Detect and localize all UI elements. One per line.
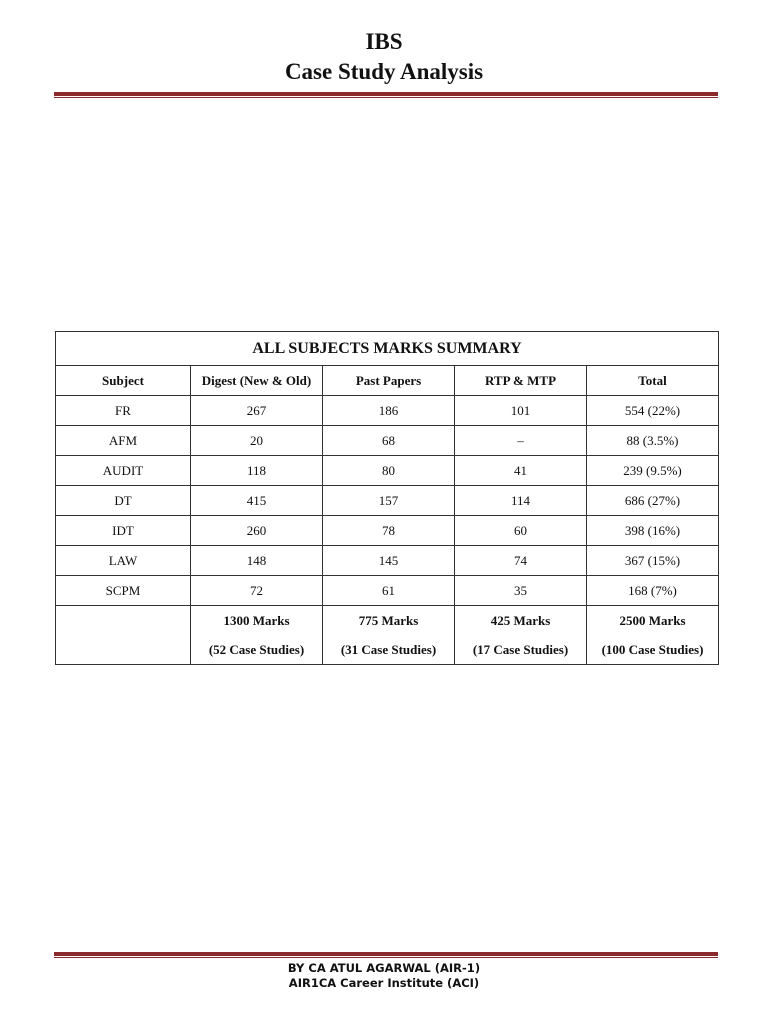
total-case-studies: (100 Case Studies): [601, 642, 704, 657]
table-cell: 20: [191, 426, 323, 456]
total-marks: 1300 Marks: [223, 613, 290, 628]
total-marks: 775 Marks: [358, 613, 419, 628]
totals-cell: [191, 606, 323, 665]
table-cell: 68: [323, 426, 455, 456]
table-cell: 74: [455, 546, 587, 576]
table-cell: 41: [455, 456, 587, 486]
table-cell: 35: [455, 576, 587, 606]
table-row: [56, 576, 719, 606]
column-header: RTP & MTP: [455, 366, 587, 396]
table-cell: 118: [191, 456, 323, 486]
column-header: Total: [587, 366, 719, 396]
table-cell: 398 (16%): [587, 516, 719, 546]
total-case-studies: (31 Case Studies): [340, 642, 437, 657]
table-cell: 554 (22%): [587, 396, 719, 426]
table-cell: IDT: [56, 516, 191, 546]
total-marks: 2500 Marks: [619, 613, 686, 628]
table-cell: 101: [455, 396, 587, 426]
table-cell: 78: [323, 516, 455, 546]
table-row: [56, 486, 719, 516]
footer-institute: AIR1CA Career Institute (ACI): [288, 976, 480, 990]
footer-divider: [54, 952, 718, 958]
table-cell: 168 (7%): [587, 576, 719, 606]
total-marks: 425 Marks: [490, 613, 551, 628]
table-cell: 148: [191, 546, 323, 576]
totals-row: [56, 606, 719, 665]
column-header: Digest (New & Old): [191, 366, 323, 396]
table-cell: 61: [323, 576, 455, 606]
total-case-studies: (52 Case Studies): [208, 642, 305, 657]
header-divider: [54, 92, 718, 98]
table-cell: AUDIT: [56, 456, 191, 486]
total-case-studies: (17 Case Studies): [472, 642, 569, 657]
footer-author: BY CA ATUL AGARWAL (AIR-1): [287, 961, 481, 975]
table-cell: 686 (27%): [587, 486, 719, 516]
table-cell: 186: [323, 396, 455, 426]
table-cell: DT: [56, 486, 191, 516]
totals-cell: [323, 606, 455, 665]
column-header: Past Papers: [323, 366, 455, 396]
table-cell: 267: [191, 396, 323, 426]
table-cell: 157: [323, 486, 455, 516]
table-cell: 114: [455, 486, 587, 516]
column-header: Subject: [56, 366, 191, 396]
table-title: ALL SUBJECTS MARKS SUMMARY: [56, 332, 719, 366]
table-cell: 88 (3.5%): [587, 426, 719, 456]
table-cell: 60: [455, 516, 587, 546]
table-cell: 145: [323, 546, 455, 576]
table-cell: 415: [191, 486, 323, 516]
table-header-row: [56, 366, 719, 396]
table-cell: 367 (15%): [587, 546, 719, 576]
table-row: [56, 426, 719, 456]
marks-summary-table: [55, 331, 719, 665]
table-cell: SCPM: [56, 576, 191, 606]
table-cell: LAW: [56, 546, 191, 576]
totals-label-cell: [56, 606, 191, 665]
table-cell: FR: [56, 396, 191, 426]
header-subtitle: Case Study Analysis: [284, 59, 484, 84]
totals-cell: [455, 606, 587, 665]
table-cell: –: [455, 426, 587, 456]
table-row: [56, 396, 719, 426]
table-cell: 260: [191, 516, 323, 546]
table-cell: 239 (9.5%): [587, 456, 719, 486]
table-cell: AFM: [56, 426, 191, 456]
table-row: [56, 546, 719, 576]
table-cell: 80: [323, 456, 455, 486]
totals-cell: [587, 606, 719, 665]
header-title: IBS: [365, 29, 403, 54]
table-cell: 72: [191, 576, 323, 606]
table-row: [56, 516, 719, 546]
table-row: [56, 456, 719, 486]
